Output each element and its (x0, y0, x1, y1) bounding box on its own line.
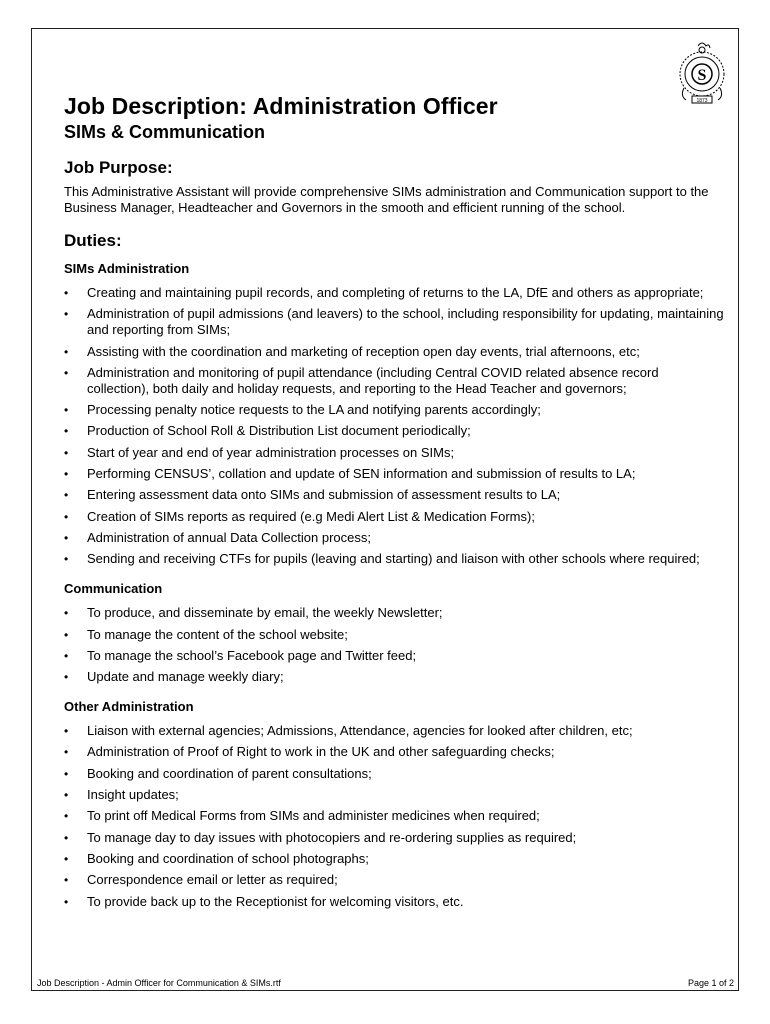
duty-item-text: Creation of SIMs reports as required (e.g Medi Alert List & Medication Forms); (87, 508, 535, 524)
duty-item-text: Liaison with external agencies; Admissions, Attendance, agencies for looked after children, etc; (87, 723, 633, 739)
page-title: Job Description: Administration Officer (64, 93, 498, 119)
document-body (64, 92, 724, 915)
duty-group-title: Other Administration (64, 699, 194, 715)
duty-item (64, 787, 724, 803)
duty-item (64, 766, 724, 782)
page-subtitle: SIMs & Communication (64, 122, 266, 142)
duty-list (64, 605, 724, 685)
duty-item-text: To manage the content of the school website; (87, 626, 348, 642)
duty-item-text: Booking and coordination of school photographs; (87, 850, 369, 866)
bullet-icon: • (64, 766, 69, 781)
duty-item-text: Performing CENSUS’, collation and update of SEN information and submission of results to LA; (87, 466, 636, 482)
duty-item-text: Administration of Proof of Right to work in the UK and other safeguarding checks; (87, 744, 555, 760)
duty-item-text: To produce, and disseminate by email, the weekly Newsletter; (87, 605, 443, 621)
duty-item (64, 723, 724, 739)
duty-item-text: Creating and maintaining pupil records, and completing of returns to the LA, DfE and others as appropriate; (87, 285, 704, 300)
duty-item-text: Administration of pupil admissions (and leavers) to the school, including responsibility for updating, maintaining and reporting from SIMs; (87, 306, 724, 338)
duty-item (64, 830, 724, 846)
bullet-icon: • (64, 467, 69, 482)
bullet-icon: • (64, 894, 69, 909)
duty-item (64, 530, 724, 546)
duty-item-text: Insight updates; (87, 787, 179, 803)
duty-item (64, 872, 724, 888)
bullet-icon: • (64, 606, 69, 621)
duty-item (64, 487, 724, 503)
bullet-icon: • (64, 509, 69, 524)
duty-item (64, 423, 724, 439)
duty-item (64, 445, 724, 461)
bullet-icon: • (64, 488, 69, 503)
duty-item-text: To provide back up to the Receptionist for welcoming visitors, etc. (87, 893, 464, 909)
duty-item (64, 402, 724, 418)
duties-groups (64, 261, 724, 910)
job-purpose-text: This Administrative Assistant will provide comprehensive SIMs administration and Communication support to the Business Manager, Headteacher and Governors in the smooth and efficient running of the school. (64, 184, 709, 215)
duty-item-text: Booking and coordination of parent consultations; (87, 765, 372, 781)
bullet-icon: • (64, 424, 69, 439)
bullet-icon: • (64, 670, 69, 685)
job-purpose-heading: Job Purpose: (64, 158, 173, 177)
bullet-icon: • (64, 627, 69, 642)
bullet-icon: • (64, 648, 69, 663)
duty-group-title: Communication (64, 581, 163, 597)
duty-item (64, 306, 724, 338)
duty-item (64, 648, 724, 664)
duty-item (64, 285, 724, 301)
bullet-icon: • (64, 873, 69, 888)
bullet-icon: • (64, 724, 69, 739)
duty-item-text: Processing penalty notice requests to the LA and notifying parents accordingly; (87, 402, 541, 418)
bullet-icon: • (64, 552, 69, 567)
bullet-icon: • (64, 788, 69, 803)
bullet-icon: • (64, 365, 69, 380)
duty-group-title: SIMs Administration (64, 261, 190, 276)
duties-heading: Duties: (64, 231, 122, 250)
duty-item-text: Production of School Roll & Distribution List document periodically; (87, 423, 471, 439)
duty-item-text: Start of year and end of year administration processes on SIMs; (87, 444, 455, 460)
bullet-icon: • (64, 851, 69, 866)
bullet-icon: • (64, 286, 69, 300)
bullet-icon: • (64, 745, 69, 760)
bullet-icon: • (64, 445, 69, 460)
bullet-icon: • (64, 307, 69, 322)
duty-item-text: To manage day to day issues with photocopiers and re-ordering supplies as required; (87, 829, 577, 845)
bullet-icon: • (64, 830, 69, 845)
crest-year: 1873 (696, 98, 708, 104)
bullet-icon: • (64, 344, 69, 359)
duty-list (64, 285, 724, 567)
duty-item (64, 669, 724, 685)
duty-item-text: Administration and monitoring of pupil attendance (including Central COVID related absence record collection), both daily and holiday requests, and reporting to the Head Teacher and governors; (87, 364, 659, 396)
duty-item (64, 365, 724, 397)
duty-item (64, 894, 724, 910)
bullet-icon: • (64, 809, 69, 824)
crest-letter: S (697, 67, 707, 84)
duty-item-text: To manage the school’s Facebook page and Twitter feed; (87, 647, 417, 663)
duty-item-text: Assisting with the coordination and marketing of reception open day events, trial afternoons, etc; (87, 343, 640, 359)
duty-item-text: Sending and receiving CTFs for pupils (leaving and starting) and liaison with other schools where required; (87, 551, 700, 567)
duty-list (64, 723, 724, 909)
duty-item (64, 466, 724, 482)
footer-page-number: Page 1 of 2 (687, 978, 734, 988)
duty-item (64, 509, 724, 525)
duty-item (64, 605, 724, 621)
duty-item-text: Correspondence email or letter as required; (87, 872, 338, 888)
duty-item-text: Update and manage weekly diary; (87, 669, 284, 685)
bullet-icon: • (64, 530, 69, 545)
duty-item-text: Entering assessment data onto SIMs and submission of assessment results to LA; (87, 487, 561, 503)
duty-item-text: Administration of annual Data Collection process; (87, 529, 371, 545)
bullet-icon: • (64, 403, 69, 418)
duty-item (64, 808, 724, 824)
duty-item (64, 744, 724, 760)
footer-filename: Job Description - Admin Officer for Communication & SIMs.rtf (37, 978, 281, 988)
duty-item (64, 344, 724, 360)
duty-item-text: To print off Medical Forms from SIMs and administer medicines when required; (87, 808, 540, 824)
duty-item (64, 851, 724, 867)
duty-item (64, 627, 724, 643)
duty-item (64, 551, 724, 567)
